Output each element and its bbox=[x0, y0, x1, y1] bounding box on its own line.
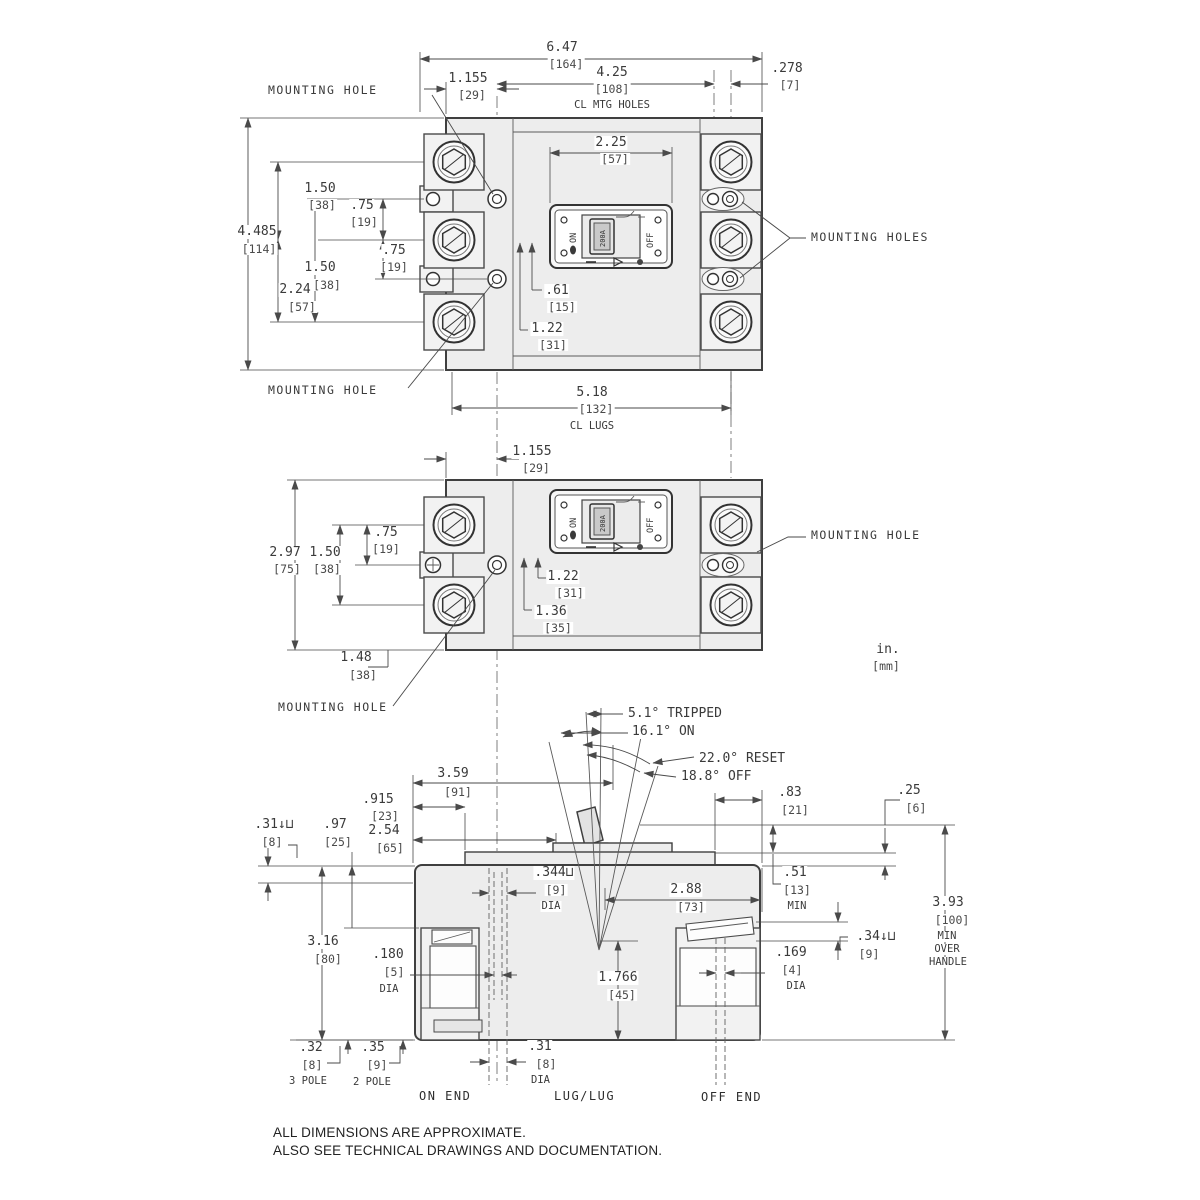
dim-31b-in: .31 bbox=[528, 1039, 552, 1054]
dim-25-mm: [6] bbox=[905, 801, 927, 815]
dim-lower-in: 2.24 bbox=[279, 282, 311, 297]
dim-height-mm: [114] bbox=[241, 242, 277, 256]
dim-face-width-in: 2.25 bbox=[595, 135, 627, 150]
dim-half-top-mm: [19] bbox=[350, 215, 378, 229]
front-view-3pole bbox=[240, 52, 806, 415]
dim-97-mm: [25] bbox=[324, 835, 352, 849]
dim2-122-mm: [31] bbox=[556, 586, 584, 600]
dim2-mtg-offset-mm: [29] bbox=[522, 461, 550, 475]
dim-169-mm: [4] bbox=[781, 963, 803, 977]
side-view bbox=[258, 708, 955, 1085]
dim-316-in: 3.16 bbox=[307, 934, 339, 949]
dim-35-mm: [9] bbox=[366, 1058, 388, 1072]
dim-97-in: .97 bbox=[323, 817, 347, 832]
dim-393-mm: [100] bbox=[934, 913, 970, 927]
dim-83-mm: [21] bbox=[781, 803, 809, 817]
dim-height-in: 4.485 bbox=[237, 224, 277, 239]
dim2-half-in: .75 bbox=[374, 525, 398, 540]
dim2-148-in: 1.48 bbox=[340, 650, 372, 665]
dim-393-in: 3.93 bbox=[932, 895, 964, 910]
angle-on: 16.1° ON bbox=[632, 724, 695, 739]
dim-180-note: DIA bbox=[379, 983, 399, 995]
dim-pole-bot-mm: [38] bbox=[313, 278, 341, 292]
dim-overall-width-in: 6.47 bbox=[546, 40, 578, 55]
footer-note-line2: ALSO SEE TECHNICAL DRAWINGS AND DOCUMENTATION. bbox=[273, 1143, 663, 1158]
dim-393-note1: MIN bbox=[937, 930, 957, 942]
angle-tripped: 5.1° TRIPPED bbox=[628, 706, 722, 721]
dim-83-in: .83 bbox=[778, 785, 802, 800]
drawing-linework: ON 200A OFF bbox=[0, 0, 1200, 1200]
dim-254-in: 2.54 bbox=[368, 823, 400, 838]
dim2-height-in: 2.97 bbox=[269, 545, 301, 560]
dim-mtg-offset-in: 1.155 bbox=[448, 71, 488, 86]
dim2-148-mm: [38] bbox=[349, 668, 377, 682]
dim2-mtg-offset-in: 1.155 bbox=[512, 444, 552, 459]
dim-915-in: .915 bbox=[362, 792, 394, 807]
dim-31b-mm: [8] bbox=[535, 1057, 557, 1071]
dim2-height-mm: [75] bbox=[273, 562, 301, 576]
dim-35-note: 2 POLE bbox=[353, 1076, 391, 1088]
dim-edge-mm: [7] bbox=[779, 78, 801, 92]
side-right-lug bbox=[676, 917, 760, 1040]
mounting-hole-label-mid-bottom: MOUNTING HOLE bbox=[278, 700, 388, 714]
dim-edge-in: .278 bbox=[771, 61, 803, 76]
mounting-hole-label-bottom: MOUNTING HOLE bbox=[268, 383, 378, 397]
dim-cl-lugs-in: 5.18 bbox=[576, 385, 608, 400]
lug-lug-label: LUG/LUG bbox=[554, 1089, 616, 1103]
dim-34-in: .34↓⊔ bbox=[856, 929, 896, 944]
mounting-hole-label-mid-right: MOUNTING HOLE bbox=[811, 528, 921, 542]
dim-32-note: 3 POLE bbox=[289, 1075, 327, 1087]
dim-34-mm: [9] bbox=[858, 947, 880, 961]
dim-51-in: .51 bbox=[783, 865, 807, 880]
footer-note-line1: ALL DIMENSIONS ARE APPROXIMATE. bbox=[273, 1125, 527, 1140]
dim-pole-top-in: 1.50 bbox=[304, 181, 336, 196]
dim-half-top-in: .75 bbox=[350, 198, 374, 213]
dim-288-mm: [73] bbox=[677, 900, 705, 914]
dim-393-note3: HANDLE bbox=[929, 956, 967, 968]
dim-61-in: .61 bbox=[545, 283, 569, 298]
dim-pole-bot-in: 1.50 bbox=[304, 260, 336, 275]
dim-mtg-offset-mm: [29] bbox=[458, 88, 486, 102]
dim-915-mm: [23] bbox=[371, 809, 399, 823]
dim-32-mm: [8] bbox=[301, 1058, 323, 1072]
dim-31b-note: DIA bbox=[531, 1074, 550, 1086]
dim-31l-mm: [8] bbox=[261, 835, 283, 849]
dim2-136-mm: [35] bbox=[544, 621, 572, 635]
dim-316-mm: [80] bbox=[314, 952, 342, 966]
dim-359-in: 3.59 bbox=[437, 766, 469, 781]
dim-393-note2: OVER bbox=[934, 943, 960, 955]
dim-122-mm: [31] bbox=[539, 338, 567, 352]
dim2-half-mm: [19] bbox=[372, 542, 400, 556]
dim-half-bot-in: .75 bbox=[382, 243, 406, 258]
dim-35-in: .35 bbox=[361, 1040, 385, 1055]
dim-61-mm: [15] bbox=[548, 300, 576, 314]
dim-344-in: .344⊔ bbox=[534, 865, 574, 880]
mounting-hole-label-top: MOUNTING HOLE bbox=[268, 83, 378, 97]
dim-169-note: DIA bbox=[786, 980, 806, 992]
dim-cl-lugs-mm: [132] bbox=[578, 402, 614, 416]
dim-1766-in: 1.766 bbox=[598, 970, 638, 985]
mounting-holes-label-right: MOUNTING HOLES bbox=[811, 230, 929, 244]
dim-32-in: .32 bbox=[299, 1040, 323, 1055]
dim-51-mm: [13] bbox=[783, 883, 811, 897]
dim-122-in: 1.22 bbox=[531, 321, 563, 336]
dim-overall-width-mm: [164] bbox=[548, 57, 584, 71]
dim2-136-in: 1.36 bbox=[535, 604, 567, 619]
side-left-lug bbox=[421, 928, 482, 1040]
units-mm: [mm] bbox=[872, 659, 900, 673]
dim-lower-mm: [57] bbox=[288, 300, 316, 314]
units-inches: in. bbox=[876, 642, 900, 657]
dim-half-bot-mm: [19] bbox=[380, 260, 408, 274]
dim-169-in: .169 bbox=[775, 945, 807, 960]
angle-off: 18.8° OFF bbox=[681, 769, 752, 784]
dim-359-mm: [91] bbox=[444, 785, 472, 799]
off-end-label: OFF END bbox=[701, 1090, 763, 1104]
dim-25-in: .25 bbox=[897, 783, 921, 798]
dim2-122-in: 1.22 bbox=[547, 569, 579, 584]
dim-254-mm: [65] bbox=[376, 841, 404, 855]
dim-344-mm: [9] bbox=[545, 883, 567, 897]
on-end-label: ON END bbox=[419, 1089, 472, 1103]
dim-288-in: 2.88 bbox=[670, 882, 702, 897]
dim-1766-mm: [45] bbox=[608, 988, 636, 1002]
dim-cl-lugs-note: CL LUGS bbox=[569, 420, 615, 432]
dim-180-in: .180 bbox=[372, 947, 404, 962]
dim-31l-in: .31↓⊔ bbox=[254, 817, 294, 832]
dim-51-note: MIN bbox=[787, 900, 807, 912]
dim-cl-mtg-in: 4.25 bbox=[596, 65, 628, 80]
dim-face-width-mm: [57] bbox=[601, 152, 629, 166]
angle-reset: 22.0° RESET bbox=[699, 751, 786, 766]
dim2-pole-mm: [38] bbox=[313, 562, 341, 576]
dim-180-mm: [5] bbox=[383, 965, 405, 979]
dim2-pole-in: 1.50 bbox=[309, 545, 341, 560]
dim-cl-mtg-mm: [108] bbox=[594, 82, 630, 96]
dim-pole-top-mm: [38] bbox=[308, 198, 336, 212]
dim-cl-mtg-note: CL MTG HOLES bbox=[574, 99, 650, 111]
dim-344-note: DIA bbox=[541, 900, 561, 912]
